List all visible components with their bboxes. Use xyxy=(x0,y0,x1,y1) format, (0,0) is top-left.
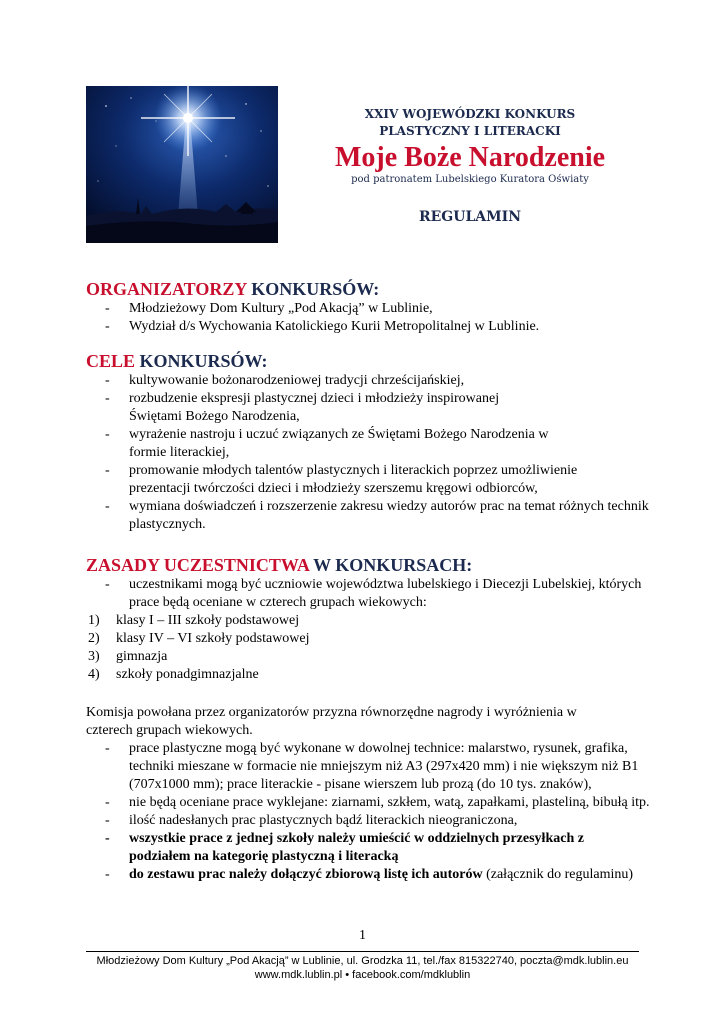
list-item xyxy=(86,648,666,666)
list-number: 2) xyxy=(88,631,100,646)
rules-intro-list xyxy=(86,576,666,612)
list-item: - prace plastyczne mogą być wykonane w dowolnej technice: malarstwo, rysunek, grafika, techniki mieszane w formacie nie mniejszym niż A3 (297x420 mm) i nie większym niż B1 (707x1000 mm); prace literackie - pisane wierszem lub prozą (do 10 tys. znaków), xyxy=(86,740,666,794)
document-type-heading: REGULAMIN xyxy=(418,209,522,225)
organizers-list xyxy=(86,300,666,336)
organizers-heading xyxy=(86,278,666,300)
list-item: - nie będą oceniane prace wyklejane: ziarnami, szkłem, watą, zapałkami, plasteliną, bibułą itp. xyxy=(86,794,666,812)
document-body xyxy=(86,278,666,884)
organizers-heading-red: ORGANIZATORZY xyxy=(86,279,247,299)
commission-paragraph: Komisja powołana przez organizatorów przyzna równorzędne nagrody i wyróżnienia w czterech grupach wiekowych. xyxy=(86,705,577,738)
list-number: 4) xyxy=(88,667,100,682)
list-item: - Wydział d/s Wychowania Katolickiego Kurii Metropolitalnej w Lublinie. xyxy=(86,318,666,336)
rules-list xyxy=(86,740,666,884)
patronage-line: pod patronatem Lubelskiego Kuratora Oświaty xyxy=(351,174,589,185)
goals-heading-red: CELE xyxy=(86,351,136,371)
rules-heading-blue: W KONKURSACH: xyxy=(313,555,473,575)
list-item xyxy=(86,666,666,684)
list-item: - wyrażenie nastroju i uczuć związanych ze Świętami Bożego Narodzenia w formie literackiej, xyxy=(86,426,666,462)
list-text: szkoły ponadgimnazjalne xyxy=(116,667,259,682)
contest-line-1: XXIV WOJEWÓDZKI KONKURS xyxy=(364,107,576,121)
list-item xyxy=(86,630,666,648)
goals-list xyxy=(86,372,666,534)
list-item xyxy=(86,612,666,630)
star-of-bethlehem-image xyxy=(86,86,278,243)
page-number: 1 xyxy=(359,928,366,943)
list-text-bold: do zestawu prac należy dołączyć zbiorową listę ich autorów xyxy=(129,867,483,882)
list-number: 3) xyxy=(88,649,100,664)
list-item: - kultywowanie bożonarodzeniowej tradycji chrześcijańskiej, xyxy=(86,372,666,390)
header-block xyxy=(300,106,640,226)
footer-divider xyxy=(86,951,639,952)
footer xyxy=(0,954,725,982)
rules-heading-red: ZASADY UCZESTNICTWA xyxy=(86,555,309,575)
rules-heading xyxy=(86,554,666,576)
organizers-heading-blue: KONKURSÓW: xyxy=(251,279,380,299)
goals-heading xyxy=(86,350,666,372)
list-item: - promowanie młodych talentów plastycznych i literackich poprzez umożliwienie prezentacji twórczości dzieci i młodzieży szerszemu kręgowi odbiorców, xyxy=(86,462,666,498)
contest-line-2: PLASTYCZNY I LITERACKI xyxy=(379,124,561,138)
list-text: klasy I – III szkoły podstawowej xyxy=(116,613,300,628)
list-text: klasy IV – VI szkoły podstawowej xyxy=(116,631,310,646)
list-item: - wszystkie prace z jednej szkoły należy umieścić w oddzielnych przesyłkach z podziałem na kategorię plastyczną i literacką xyxy=(86,830,666,866)
list-text: gimnazja xyxy=(116,649,168,664)
age-groups-list xyxy=(86,612,666,684)
footer-address: Młodzieżowy Dom Kultury „Pod Akacją” w Lublinie, ul. Grodzka 11, tel./fax 815322740, poczta@mdk.lublin.eu xyxy=(96,955,629,967)
list-item: - Młodzieżowy Dom Kultury „Pod Akacją” w Lublinie, xyxy=(86,300,666,318)
goals-heading-blue: KONKURSÓW: xyxy=(139,351,268,371)
list-item: - rozbudzenie ekspresji plastycznej dzieci i młodzieży inspirowanej Świętami Bożego Narodzenia, xyxy=(86,390,666,426)
list-number: 1) xyxy=(88,613,100,628)
list-item: - uczestnikami mogą być uczniowie województwa lubelskiego i Diecezji Lubelskiej, których prace będą oceniane w czterech grupach wiekowych: xyxy=(86,576,666,612)
list-item: - wymiana doświadczeń i rozszerzenie zakresu wiedzy autorów prac na temat różnych technik plastycznych. xyxy=(86,498,666,534)
main-title: Moje Boże Narodzenie xyxy=(334,142,606,173)
list-item xyxy=(86,866,666,884)
footer-web-links: www.mdk.lublin.pl • facebook.com/mdklublin xyxy=(254,969,471,981)
list-item: - ilość nadesłanych prac plastycznych bądź literackich nieograniczona, xyxy=(86,812,666,830)
list-text: (załącznik do regulaminu) xyxy=(482,867,634,882)
